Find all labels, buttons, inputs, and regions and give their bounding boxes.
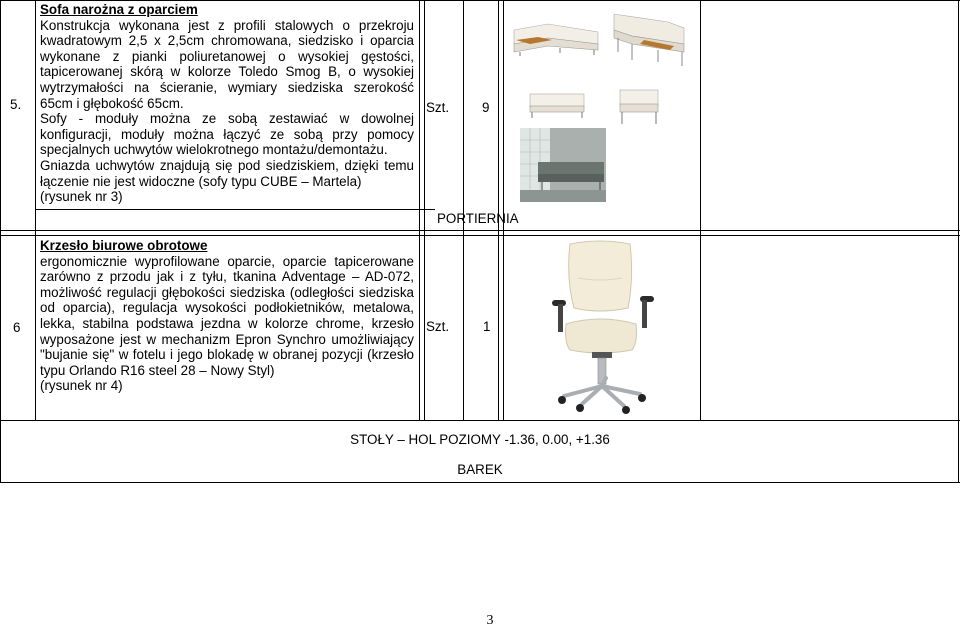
sofa-illustration: [508, 10, 698, 208]
item-paragraph: ergonomicznie wyprofilowane oparcie, oparcie tapicerowane zarówno z przodu jak i z tyłu, tkanina Adventage – AD-072, możliwość regulacji głębokości siedziska (odległości siedziska od oparcia), regulacja wysokości podłokietników, metalowa, lekka, stabilna podstawa jezdna w kolorze chrome, krzesło wyposażone jest w mechanizm Epron Synchro umożliwiający "bujanie się" w fotelu i jego blokadę w obranej pozycji (krzesło typu Orlando R16 steel 28 – Nowy Styl): [40, 253, 414, 378]
quantity: 9: [482, 100, 490, 115]
item-paragraph: Konstrukcja wykonana jest z profili stalowych o przekroju kwadratowym 2,5 x 2,5cm chromowana, siedzisko i oparcia wykonane z pianki poliuretanowej o wysokiej gęstości, tapicerowanej skórą w kolorze Toledo Smog B, o wysokiej wytrzymałości na ścieranie, wymiary siedziska szerokość 65cm i głębokość 65cm.: [40, 17, 414, 111]
table-border: [0, 235, 960, 236]
item-description: [40, 238, 414, 394]
table-border: [0, 482, 960, 483]
table-border: [0, 230, 960, 231]
office-chair-image: [548, 238, 658, 414]
armchair-image: [620, 90, 658, 124]
item-paragraph: Sofy - moduły można ze sobą zestawiać w dowolnej konfiguracji, moduły można łączyć ze sobą przy pomocy specjalnych uchwytów wielokrotnego montażu/demontażu.: [40, 111, 414, 158]
item-paragraph: Gniazda uchwytów znajdują się pod siedziskiem, dzięki temu łączenie nie jest widoczne (sofy typu CUBE – Martela): [40, 157, 414, 189]
table-border: [35, 0, 36, 421]
item-paragraph: (rysunek nr 4): [40, 378, 123, 394]
table-border: [0, 0, 960, 1]
table-border: [424, 0, 425, 421]
item-title: Krzesło biurowe obrotowe: [40, 238, 208, 253]
quantity: 1: [483, 319, 491, 334]
table-border: [0, 420, 960, 421]
item-title: Sofa narożna z oparciem: [40, 2, 198, 17]
item-paragraph: (rysunek nr 3): [40, 189, 123, 205]
table-border: [700, 0, 701, 421]
section-heading: STOŁY – HOL POZIOMY -1.36, 0.00, +1.36: [350, 432, 610, 447]
item-description: [40, 2, 414, 205]
sofa-photo: [520, 128, 606, 202]
page-number: 3: [486, 613, 494, 628]
location-label: PORTIERNIA: [437, 211, 519, 226]
table-border: [35, 209, 435, 210]
section-subheading: BAREK: [457, 462, 503, 477]
sofa-corner-image: [514, 24, 598, 56]
unit: Szt.: [426, 319, 450, 334]
row-number: 6: [13, 320, 21, 335]
table-border: [958, 0, 959, 483]
sofa-large-image: [614, 14, 684, 66]
table-border: [0, 0, 1, 483]
table-border: [419, 0, 420, 421]
unit: Szt.: [426, 100, 450, 115]
sofa-two-seat-image: [530, 94, 584, 118]
row-number: 5.: [10, 97, 22, 112]
